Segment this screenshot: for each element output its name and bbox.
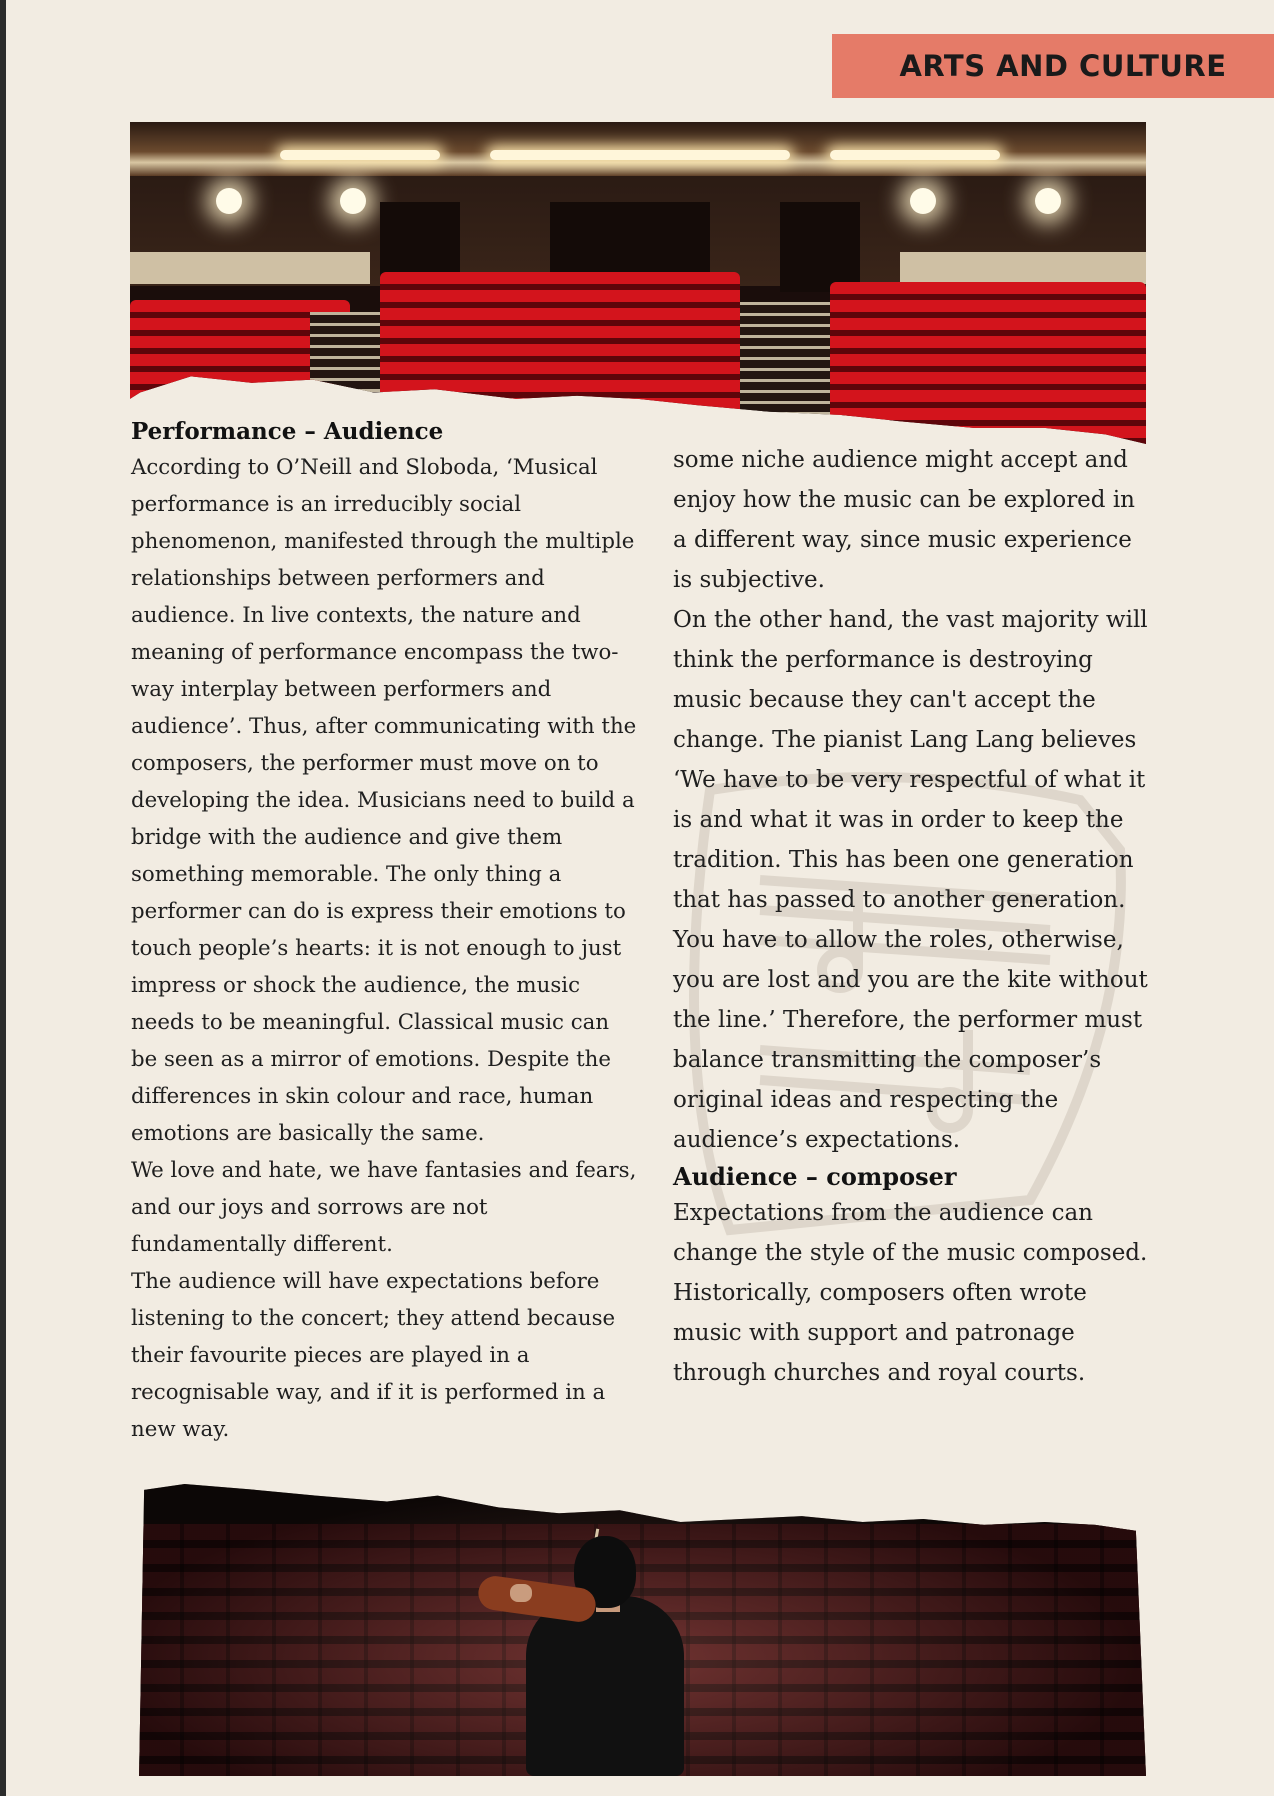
seats-right <box>830 282 1146 444</box>
wall-lamp <box>910 188 936 214</box>
auditorium-photo <box>130 122 1146 444</box>
ceiling <box>130 122 1146 176</box>
paragraph: On the other hand, the vast majority will think the performance is destroying music because they can't accept the change. The pianist Lang Lang believes ‘We have to be very respectful of what it is and what it was in order to keep the tradition. This has been one generation that has passed to another generation. You have to allow the roles, otherwise, you are lost and you are the kite without the line.’ Therefore, the performer must balance transmitting the composer’s original ideas and respecting the audience’s expectations. <box>673 607 1148 1153</box>
paragraph: We love and hate, we have fantasies and fears, and our joys and sorrows are not fundamentally different. <box>131 1158 637 1257</box>
paragraph: Expectations from the audience can change the style of the music composed. Historically, composers often wrote music with support and patronage through churches and royal courts. <box>673 1200 1148 1386</box>
paragraph: The audience will have expectations before listening to the concert; they attend because their favourite pieces are played in a recognisable way, and if it is performed in a new way. <box>131 1269 616 1442</box>
section-tag: ARTS AND CULTURE <box>832 34 1274 98</box>
page-edge-strip <box>0 0 6 1796</box>
violinist-photo <box>134 1484 1146 1776</box>
right-column <box>673 440 1153 1393</box>
heading-performance-audience: Performance – Audience <box>131 418 444 445</box>
heading-audience-composer: Audience – composer <box>673 1162 957 1191</box>
ceiling-light <box>280 150 440 160</box>
door <box>780 202 860 292</box>
wall-lamp <box>340 188 366 214</box>
ceiling-light <box>830 150 1000 160</box>
ceiling-light <box>490 150 790 160</box>
left-column <box>131 418 641 1448</box>
paragraph: According to O’Neill and Sloboda, ‘Musical performance is an irreducibly social phenomenon, manifested through the multiple relationships between performers and audience. In live contexts, the nature and meaning of performance encompass the two-way interplay between performers and audience’. Thus, after communicating with the composers, the performer must move on to developing the idea. Musicians need to build a bridge with the audience and give them something memorable. The only thing a performer can do is express their emotions to touch people’s hearts: it is not enough to just impress or shock the audience, the music needs to be meaningful. Classical music can be seen as a mirror of emotions. Despite the differences in skin colour and race, human emotions are basically the same. <box>131 455 637 1146</box>
paragraph: some niche audience might accept and enjoy how the music can be explored in a different way, since music experience is subjective. <box>673 447 1135 593</box>
wall-lamp <box>1035 188 1061 214</box>
violinist-figure <box>526 1596 684 1776</box>
balcony-rail <box>130 252 370 284</box>
wall-lamp <box>216 188 242 214</box>
balcony-rail <box>900 252 1146 284</box>
violinist-hand <box>510 1584 532 1602</box>
